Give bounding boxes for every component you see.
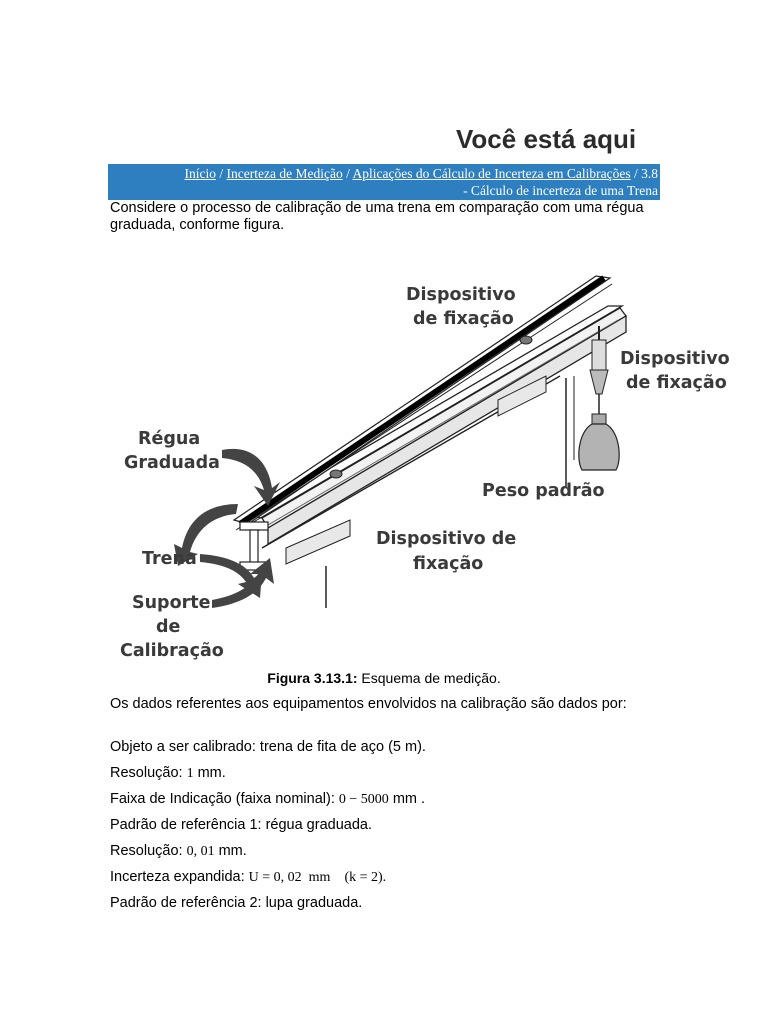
- breadcrumb-line-1: [108, 165, 658, 182]
- page-heading: Você está aqui: [456, 124, 637, 154]
- label-fixation-top-2: de fixação: [413, 309, 514, 329]
- reference-1-paragraph: Padrão de referência 1: régua graduada.: [110, 817, 372, 833]
- i-beam-section: [240, 522, 268, 570]
- label-trena: Trena: [142, 549, 197, 569]
- label-peso-padrao: Peso padrão: [482, 481, 605, 501]
- breadcrumb-separator: /: [342, 166, 353, 181]
- reference-2-paragraph: Padrão de referência 2: lupa graduada.: [110, 895, 363, 911]
- label-fixation-top-1: Dispositivo: [406, 285, 516, 305]
- breadcrumb-current-title: - Cálculo de incerteza de uma Trena: [463, 183, 658, 198]
- resolution-value: 1: [186, 766, 194, 781]
- label-suporte-1: Suporte: [132, 593, 211, 613]
- uncertainty-value: U = 0, 02 mm (k = 2).: [248, 870, 387, 885]
- fixation-device-top: [520, 336, 532, 344]
- breadcrumb-home-link[interactable]: Início: [184, 166, 217, 181]
- breadcrumb-separator: /: [630, 166, 642, 181]
- breadcrumb: [108, 164, 660, 200]
- resolution-unit: mm.: [214, 843, 247, 859]
- resolution-paragraph-2: [110, 843, 247, 860]
- object-paragraph: Objeto a ser calibrado: trena de fita de aço (5 m).: [110, 739, 426, 755]
- breadcrumb-aplicacoes-link[interactable]: Aplicações do Cálculo de Incerteza em Calibrações: [352, 166, 631, 181]
- figure-caption: [0, 670, 768, 686]
- label-fixation-right-1: Dispositivo: [620, 349, 730, 369]
- range-value: 0 − 5000: [338, 792, 389, 807]
- range-label: Faixa de Indicação (faixa nominal):: [110, 791, 339, 807]
- resolution-label: Resolução:: [110, 765, 187, 781]
- label-fixation-middle-2: fixação: [413, 554, 484, 574]
- uncertainty-label: Incerteza expandida:: [110, 869, 249, 885]
- fixation-device-middle: [330, 470, 342, 478]
- label-suporte-2: de: [156, 617, 181, 637]
- calibration-support-beam: [248, 306, 626, 544]
- resolution-paragraph-1: [110, 765, 226, 782]
- range-unit: mm .: [388, 791, 426, 807]
- breadcrumb-current-number: 3.8: [641, 166, 658, 181]
- figure-caption-number: Figura 3.13.1:: [267, 670, 358, 686]
- resolution-value: 0, 01: [186, 844, 215, 859]
- uncertainty-paragraph: [110, 869, 386, 886]
- label-suporte-3: Calibração: [120, 641, 224, 661]
- label-regua-2: Graduada: [124, 453, 220, 473]
- resolution-unit: mm.: [193, 765, 226, 781]
- range-paragraph: [110, 791, 425, 808]
- label-regua-1: Régua: [138, 429, 201, 449]
- measurement-diagram: [0, 248, 768, 668]
- resolution-label: Resolução:: [110, 843, 187, 859]
- equipment-intro-paragraph: Os dados referentes aos equipamentos envolvidos na calibração são dados por:: [110, 696, 627, 712]
- figure-caption-text: Esquema de medição.: [357, 670, 501, 686]
- breadcrumb-incerteza-link[interactable]: Incerteza de Medição: [226, 166, 343, 181]
- standard-weight: [579, 414, 619, 470]
- breadcrumb-separator: /: [216, 166, 227, 181]
- label-fixation-middle-1: Dispositivo de: [376, 529, 517, 549]
- label-fixation-right-2: de fixação: [626, 373, 727, 393]
- intro-paragraph: Considere o processo de calibração de uma trena em comparação com uma régua graduada, conforme figura.: [110, 200, 644, 233]
